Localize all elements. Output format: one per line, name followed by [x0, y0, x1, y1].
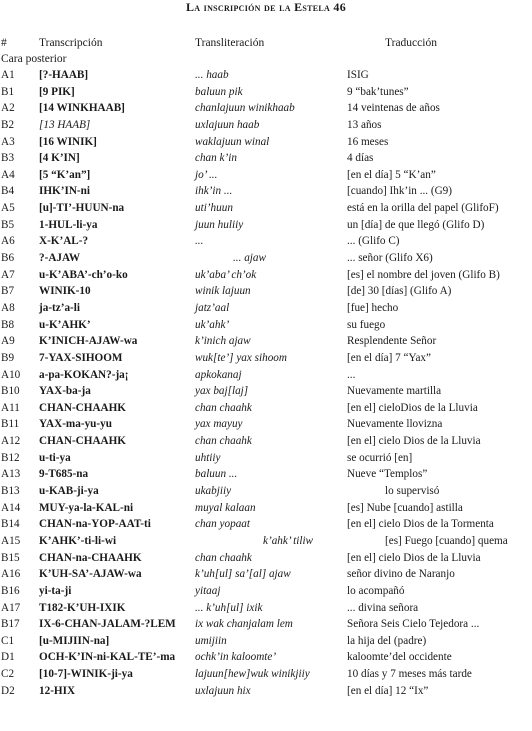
transcription-cell: u-K’AHK’ — [39, 318, 91, 331]
transcription-cell: u-K’ABA’-ch’o-ko — [39, 268, 128, 281]
transcription-cell: IX-6-CHAN-JALAM-?LEM — [39, 618, 176, 631]
glyph-position: A10 — [1, 368, 21, 381]
glyph-position: A2 — [1, 102, 15, 115]
translation-cell: [cuando] Ihk’in ... (G9) — [347, 185, 453, 198]
glyph-position: A4 — [1, 168, 15, 181]
translation-cell: [en el] cielo Dios de la Lluvia — [347, 551, 481, 564]
glyph-position: B6 — [1, 252, 15, 265]
table-row — [0, 167, 532, 184]
transliteration-cell: k’uh[ul] sa’[al] ajaw — [195, 568, 291, 581]
translation-cell: [en el día] 5 “K’an” — [347, 168, 436, 181]
transcription-cell: [13 HAAB] — [39, 118, 91, 131]
transliteration-cell: chan yopaat — [195, 518, 250, 531]
glyph-position: B10 — [1, 385, 20, 398]
transcription-cell: u-KAB-ji-ya — [39, 485, 99, 498]
translation-cell: Nuevamente llovizna — [347, 418, 443, 431]
transliteration-cell: yax baj[laj] — [195, 385, 249, 398]
glyph-position: B9 — [1, 351, 15, 364]
glyph-position: B17 — [1, 618, 20, 631]
table-row — [0, 300, 532, 317]
translation-cell: kaloomte’del occidente — [347, 651, 452, 664]
transliteration-cell: baluun ... — [195, 468, 238, 481]
glyph-position: A11 — [1, 401, 20, 414]
glyph-position: C2 — [1, 668, 15, 681]
transcription-cell: 7-YAX-SIHOOM — [39, 351, 123, 364]
transliteration-cell: yitaaj — [195, 584, 221, 597]
glyph-position: B13 — [1, 485, 20, 498]
glyph-position: A14 — [1, 501, 21, 514]
table-row — [0, 666, 532, 683]
transcription-cell: K’AHK’-ti-li-wi — [39, 534, 117, 547]
transliteration-cell: chan chaahk — [195, 401, 252, 414]
translation-cell: [es] Fuego [cuando] quema — [385, 534, 508, 547]
translation-cell: Nuevamente martilla — [347, 385, 442, 398]
transliteration-cell: uxlajuun hix — [195, 684, 251, 697]
column-header-transcription: Transcripción — [39, 37, 103, 49]
transcription-cell: [5 “K’an”] — [39, 168, 91, 181]
table-row — [0, 683, 532, 700]
transcription-cell: CHAN-CHAAHK — [39, 435, 127, 448]
column-header-number: # — [1, 37, 7, 49]
transcription-cell: ?-AJAW — [39, 252, 81, 265]
transcription-cell: 1-HUL-li-ya — [39, 218, 98, 231]
transliteration-cell: uxlajuun haab — [195, 118, 260, 131]
glyph-position: D1 — [1, 651, 15, 664]
translation-cell: [fue] hecho — [347, 301, 399, 314]
table-row — [0, 183, 532, 200]
glyph-position: B11 — [1, 418, 20, 431]
translation-cell: ISIG — [347, 69, 369, 81]
transliteration-cell: chan k’in — [195, 152, 237, 165]
transliteration-cell: chan chaahk — [195, 551, 252, 564]
table-row — [0, 233, 532, 250]
transcription-cell: X-K’AL-? — [39, 235, 89, 248]
transcription-cell: [u-MIJIIN-na] — [39, 634, 110, 647]
column-header-transliteration: Transliteración — [195, 37, 265, 49]
table-row — [0, 600, 532, 617]
transcription-cell: CHAN-CHAAHK — [39, 401, 127, 414]
transliteration-cell: jo’ ... — [195, 168, 218, 181]
transliteration-cell: umijiin — [195, 634, 227, 647]
transcription-cell: [9 PIK] — [39, 85, 75, 98]
transcription-cell: IHK’IN-ni — [39, 185, 90, 198]
translation-cell: 14 veintenas de años — [347, 102, 440, 115]
table-row — [0, 134, 532, 151]
transliteration-cell: yax mayuy — [195, 418, 243, 431]
glyph-position: A15 — [1, 534, 21, 547]
table-row — [0, 416, 532, 433]
transliteration-cell: ... ajaw — [233, 252, 266, 265]
translation-cell: [es] el nombre del joven (Glifo B) — [347, 268, 500, 281]
translation-cell: la hija del (padre) — [347, 634, 427, 647]
transliteration-cell: uhtiiy — [195, 451, 221, 464]
transliteration-cell: jatz’aal — [195, 301, 230, 314]
translation-cell: 16 meses — [347, 135, 389, 148]
glyph-position: A8 — [1, 301, 15, 314]
transcription-cell: WINIK-10 — [39, 285, 91, 298]
transcription-cell: K’UH-SA’-AJAW-wa — [39, 568, 142, 581]
glyph-position: A16 — [1, 568, 21, 581]
glyph-position: B12 — [1, 451, 20, 464]
page-title: La inscripción de la Estela 46 — [185, 0, 347, 14]
glyph-position: A17 — [1, 601, 21, 614]
transcription-cell: [10-7]-WINIK-ji-ya — [39, 668, 133, 681]
glyph-position: B16 — [1, 584, 20, 597]
translation-cell: está en la orilla del papel (GlifoF) — [347, 202, 499, 215]
table-row — [0, 433, 532, 450]
transcription-cell: YAX-ma-yu-yu — [39, 418, 112, 431]
inscription-table — [0, 67, 532, 699]
translation-cell: ... señor (Glifo X6) — [347, 252, 433, 265]
translation-cell: [en el] cielo Dios de la Lluvia — [347, 435, 481, 448]
glyph-position: B3 — [1, 152, 15, 165]
transliteration-cell: chan chaahk — [195, 435, 252, 448]
glyph-position: A12 — [1, 435, 21, 448]
transcription-cell: yi-ta-ji — [39, 584, 72, 597]
glyph-position: A3 — [1, 135, 15, 148]
translation-cell: [en el] cielo Dios de la Tormenta — [347, 518, 494, 531]
transcription-cell: T182-K’UH-IXIK — [39, 601, 126, 614]
translation-cell: su fuego — [347, 318, 386, 331]
table-row — [0, 117, 532, 134]
transliteration-cell: lajuun[hew]wuk winikjiiy — [195, 668, 310, 681]
table-row — [0, 383, 532, 400]
glyph-position: B14 — [1, 518, 20, 531]
glyph-position: B5 — [1, 218, 15, 231]
transliteration-cell: uk’aba’ ch’ok — [195, 268, 257, 281]
transcription-cell: CHAN-na-YOP-AAT-ti — [39, 518, 151, 531]
transliteration-cell: k’inich ajaw — [195, 335, 251, 348]
translation-cell: un [día] de que llegó (Glifo D) — [347, 218, 485, 231]
glyph-position: B8 — [1, 318, 15, 331]
transcription-cell: 9-T685-na — [39, 468, 89, 481]
transliteration-cell: uk’ahk’ — [195, 318, 230, 331]
table-row — [0, 317, 532, 334]
table-row — [0, 616, 532, 633]
transcription-cell: u-ti-ya — [39, 451, 71, 464]
transliteration-cell: k’ahk’ tiliw — [263, 534, 314, 547]
transcription-cell: [16 WINIK] — [39, 135, 97, 148]
glyph-position: B4 — [1, 185, 15, 198]
table-row — [0, 350, 532, 367]
table-row — [0, 333, 532, 350]
transcription-cell: MUY-ya-la-KAL-ni — [39, 501, 134, 514]
glyph-position: D2 — [1, 684, 15, 697]
table-row — [0, 367, 532, 384]
transliteration-cell: baluun pik — [195, 85, 243, 98]
transliteration-cell: ukabjiiy — [195, 485, 232, 498]
translation-cell: Resplendente Señor — [347, 335, 437, 348]
table-row — [0, 550, 532, 567]
table-row — [0, 500, 532, 517]
transliteration-cell: ihk’in ... — [195, 185, 233, 198]
transliteration-cell: ... k’uh[ul] ixik — [195, 601, 263, 614]
table-row — [0, 483, 532, 500]
table-row — [0, 400, 532, 417]
transcription-cell: [4 K’IN] — [39, 152, 80, 165]
glyph-position: B2 — [1, 118, 15, 131]
table-row — [0, 100, 532, 117]
transcription-cell: a-pa-KOKAN?-ja¡ — [39, 368, 129, 381]
translation-cell: Señora Seis Cielo Tejedora ... — [347, 618, 480, 631]
translation-cell: 4 días — [347, 152, 374, 165]
transcription-cell: 12-HIX — [39, 684, 76, 697]
transcription-cell: YAX-ba-ja — [39, 385, 91, 398]
glyph-position: A7 — [1, 268, 15, 281]
glyph-position: A9 — [1, 335, 15, 348]
table-row — [0, 267, 532, 284]
translation-cell: 13 años — [347, 118, 382, 131]
transliteration-cell: apkokanaj — [195, 368, 242, 381]
table-header — [0, 36, 532, 50]
transliteration-cell: juun huliiy — [195, 218, 244, 231]
transcription-cell: K’INICH-AJAW-wa — [39, 335, 138, 348]
transcription-cell: [u]-TI’-HUUN-na — [39, 202, 125, 215]
transliteration-cell: muyal kalaan — [195, 501, 256, 514]
section-label: Cara posterior — [1, 53, 67, 65]
transliteration-cell: uti’huun — [195, 202, 233, 215]
translation-cell: [en el día] 7 “Yax” — [347, 351, 431, 364]
transcription-cell: OCH-K’IN-ni-KAL-TE’-ma — [39, 651, 176, 664]
translation-cell: ... — [347, 368, 356, 381]
translation-cell: [es] Nube [cuando] astilla — [347, 501, 463, 514]
table-row — [0, 533, 532, 550]
translation-cell: ... divina señora — [347, 601, 419, 614]
translation-cell: Nueve “Templos” — [347, 468, 428, 481]
translation-cell: señor divino de Naranjo — [347, 568, 455, 581]
transliteration-cell: ix wak chanjalam lem — [195, 618, 293, 631]
table-row — [0, 583, 532, 600]
glyph-position: A1 — [1, 69, 15, 81]
table-row — [0, 633, 532, 650]
transcription-cell: CHAN-na-CHAAHK — [39, 551, 142, 564]
translation-cell: ... (Glifo C) — [347, 235, 400, 248]
transliteration-cell: ... — [195, 235, 204, 248]
translation-cell: [en el] cieloDios de la Lluvia — [347, 401, 478, 414]
transliteration-cell: ... haab — [195, 69, 229, 81]
table-row — [0, 566, 532, 583]
table-row — [0, 84, 532, 101]
table-row — [0, 217, 532, 234]
table-row — [0, 67, 532, 84]
translation-cell: 10 días y 7 meses más tarde — [347, 668, 472, 681]
translation-cell: lo acompañó — [347, 584, 405, 597]
translation-cell: lo supervisó — [385, 485, 440, 498]
translation-cell: 9 “bak’tunes” — [347, 85, 409, 98]
table-row — [0, 283, 532, 300]
glyph-position: B1 — [1, 85, 15, 98]
glyph-position: B7 — [1, 285, 15, 298]
glyph-position: A5 — [1, 202, 15, 215]
transcription-cell: [?-HAAB] — [39, 69, 89, 81]
table-row — [0, 250, 532, 267]
transliteration-cell: chanlajuun winikhaab — [195, 102, 295, 115]
transliteration-cell: winik lajuun — [195, 285, 251, 298]
transliteration-cell: ochk’in kaloomte’ — [195, 651, 277, 664]
translation-cell: se ocurrió [en] — [347, 451, 413, 464]
table-row — [0, 516, 532, 533]
column-header-translation: Traducción — [385, 37, 437, 49]
transcription-cell: ja-tz’a-li — [39, 301, 80, 314]
translation-cell: [en el día] 12 “Ix” — [347, 684, 429, 697]
table-row — [0, 200, 532, 217]
transcription-cell: [14 WINKHAAB] — [39, 102, 125, 115]
transliteration-cell: wuk[te’] yax sihoom — [195, 351, 287, 364]
glyph-position: C1 — [1, 634, 15, 647]
table-row — [0, 466, 532, 483]
table-row — [0, 450, 532, 467]
glyph-position: A6 — [1, 235, 15, 248]
glyph-position: A13 — [1, 468, 21, 481]
glyph-position: B15 — [1, 551, 20, 564]
table-row — [0, 649, 532, 666]
transliteration-cell: waklajuun winal — [195, 135, 270, 148]
translation-cell: [de] 30 [días] (Glifo A) — [347, 285, 452, 298]
table-row — [0, 150, 532, 167]
